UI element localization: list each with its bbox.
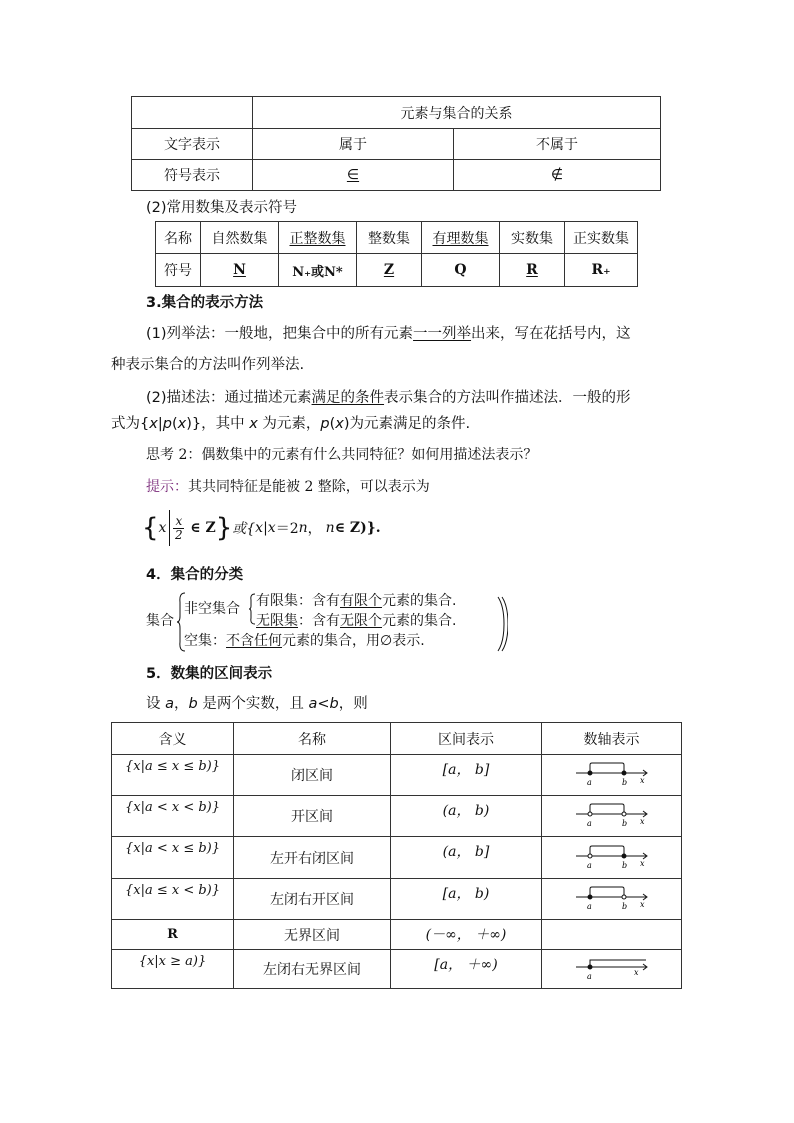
interval-notation-cell: [a， b): [391, 879, 542, 920]
description-paragraph-line2: 式为{x|p(x)}，其中 x 为元素，p(x)为元素满足的条件.: [111, 416, 471, 432]
axis-label-b: b: [621, 860, 627, 870]
numberset-symbol: N₊或N*: [279, 254, 357, 287]
classify-empty: 空集：不含任何元素的集合，用∅表示.: [184, 633, 425, 649]
relation-cell-in-symbol: ∈: [253, 160, 454, 191]
interval-axis-cell: [542, 837, 682, 879]
endpoint-a: [588, 771, 592, 775]
interval-set-cell: {x|a < x < b)}: [112, 796, 234, 837]
section-4-title: 4．集合的分类: [146, 567, 244, 583]
interval-row: [112, 879, 682, 920]
interval-set-cell: {x|a ≤ x ≤ b)}: [112, 755, 234, 796]
classify-nonempty-label: 非空集合: [184, 601, 240, 617]
even-set-formula: { x $\frac{x}{2}$ ∈ Z } 或{ x | x ＝2 n ， n ∈ Z)}.: [142, 506, 381, 550]
interval-table: [111, 722, 682, 989]
axis-label-x: x: [639, 776, 645, 785]
interval-bracket: [590, 846, 624, 856]
hint-line: 提示：其共同特征是能被 2 整除，可以表示为: [146, 479, 430, 495]
numberset-symbol: Z: [357, 254, 422, 287]
numberset-header: 正整数集: [279, 222, 357, 254]
interval-notation-cell: [a， b]: [391, 755, 542, 796]
interval-row: [112, 755, 682, 796]
interval-bracket: [590, 804, 624, 814]
interval-row: [112, 920, 682, 950]
section-2-title: (2)常用数集及表示符号: [146, 200, 298, 216]
interval-axis-cell: [542, 920, 682, 950]
axis-label-a: a: [586, 860, 592, 870]
relation-table-corner: [132, 97, 253, 129]
number-line-icon: [572, 955, 652, 983]
numberset-header: 实数集: [500, 222, 565, 254]
interval-header: 区间表示: [391, 723, 542, 755]
interval-header: 名称: [234, 723, 391, 755]
numberset-table: [155, 221, 638, 287]
numberset-header: 有理数集: [422, 222, 500, 254]
keyword-condition: 满足的条件: [311, 390, 385, 406]
interval-row: [112, 796, 682, 837]
endpoint-a: [588, 812, 592, 816]
formula-fraction: $\frac{x}{2}$: [175, 513, 183, 542]
hint-label: 提示：: [146, 479, 188, 495]
axis-label-x: x: [633, 968, 639, 977]
endpoint-b: [622, 895, 626, 899]
axis-label-b: b: [621, 902, 627, 911]
numberset-header: 自然数集: [201, 222, 279, 254]
axis-label-b: b: [621, 778, 627, 787]
endpoint-a: [588, 854, 592, 858]
interval-axis-cell: [542, 755, 682, 796]
numberset-symbol: N: [201, 254, 279, 287]
formula-bar: [169, 510, 170, 546]
enumeration-paragraph-line1: (1)列举法：一般地，把集合中的所有元素一一列举出来，写在花括号内，这: [146, 326, 631, 342]
classify-set-label: 集合: [146, 613, 174, 629]
classify-infinite: 无限集：含有无限个元素的集合.: [256, 613, 457, 629]
relation-table-header: 元素与集合的关系: [253, 97, 661, 129]
relation-row-label: 符号表示: [132, 160, 253, 191]
interval-name-cell: 左闭右无界区间: [234, 950, 391, 989]
relation-row-label: 文字表示: [132, 129, 253, 160]
interval-axis-cell: [542, 879, 682, 920]
interval-notation-cell: [a， ＋∞): [391, 950, 542, 989]
axis-label-x: x: [639, 900, 645, 909]
endpoint-a: [588, 895, 592, 899]
axis-label-a: a: [586, 902, 592, 911]
relation-cell-notin-symbol: ∉: [454, 160, 661, 191]
endpoint-b: [622, 771, 626, 775]
numberset-header: 正实数集: [565, 222, 638, 254]
endpoint-b: [622, 812, 626, 816]
interval-bracket: [590, 887, 624, 897]
interval-name-cell: 闭区间: [234, 755, 391, 796]
interval-ray: [590, 960, 646, 967]
numberset-symbol: R₊: [565, 254, 638, 287]
keyword-enumerate: 一一列举: [413, 326, 472, 342]
interval-set-cell: R: [112, 920, 234, 950]
interval-header: 含义: [112, 723, 234, 755]
interval-name-cell: 左开右闭区间: [234, 837, 391, 879]
endpoint-a: [588, 965, 592, 969]
interval-axis-cell: [542, 796, 682, 837]
section-5-intro: 设 a，b 是两个实数，且 a<b，则: [146, 696, 368, 712]
interval-notation-cell: (a， b): [391, 796, 542, 837]
axis-label-x: x: [639, 858, 645, 868]
numberset-symbol: Q: [422, 254, 500, 287]
section-5-title: 5．数集的区间表示: [146, 666, 273, 682]
section-3-title: 3.集合的表示方法: [146, 295, 264, 311]
numberset-header: 整数集: [357, 222, 422, 254]
enumeration-paragraph-line2: 种表示集合的方法叫作列举法.: [111, 357, 305, 373]
interval-row: [112, 950, 682, 989]
interval-axis-cell: [542, 950, 682, 989]
set-classification: [146, 590, 516, 654]
interval-notation-cell: (a， b]: [391, 837, 542, 879]
numberset-header: 名称: [156, 222, 201, 254]
axis-label-a: a: [586, 972, 592, 981]
interval-bracket: [590, 763, 624, 773]
relation-table: [131, 96, 661, 191]
number-line-icon: [572, 885, 652, 913]
relation-cell-belongs: 属于: [253, 129, 454, 160]
axis-label-a: a: [586, 778, 592, 787]
classify-brace-small-icon: [248, 593, 256, 625]
classify-finite: 有限集：含有有限个元素的集合.: [256, 593, 457, 609]
description-paragraph-line1: (2)描述法：通过描述元素满足的条件表示集合的方法叫作描述法．一般的形: [146, 390, 631, 406]
interval-row: [112, 837, 682, 879]
interval-name-cell: 无界区间: [234, 920, 391, 950]
interval-set-cell: {x|x ≥ a)}: [112, 950, 234, 989]
number-line-icon: [572, 844, 652, 872]
interval-header: 数轴表示: [542, 723, 682, 755]
numberset-symbol: R: [500, 254, 565, 287]
endpoint-b: [622, 854, 626, 858]
relation-cell-not-belongs: 不属于: [454, 129, 661, 160]
classify-close-brace-icon: [496, 596, 508, 652]
interval-set-cell: {x|a ≤ x < b)}: [112, 879, 234, 920]
number-line-icon: [572, 761, 652, 789]
axis-label-a: a: [586, 819, 592, 828]
interval-name-cell: 左闭右开区间: [234, 879, 391, 920]
think-question: 思考 2：偶数集中的元素有什么共同特征？如何用描述法表示？: [146, 447, 538, 463]
axis-label-b: b: [621, 819, 627, 828]
interval-set-cell: {x|a < x ≤ b)}: [112, 837, 234, 879]
interval-name-cell: 开区间: [234, 796, 391, 837]
axis-label-x: x: [639, 817, 645, 826]
interval-notation-cell: (－∞， ＋∞): [391, 920, 542, 950]
numberset-symbol: 符号: [156, 254, 201, 287]
number-line-icon: [572, 802, 652, 830]
